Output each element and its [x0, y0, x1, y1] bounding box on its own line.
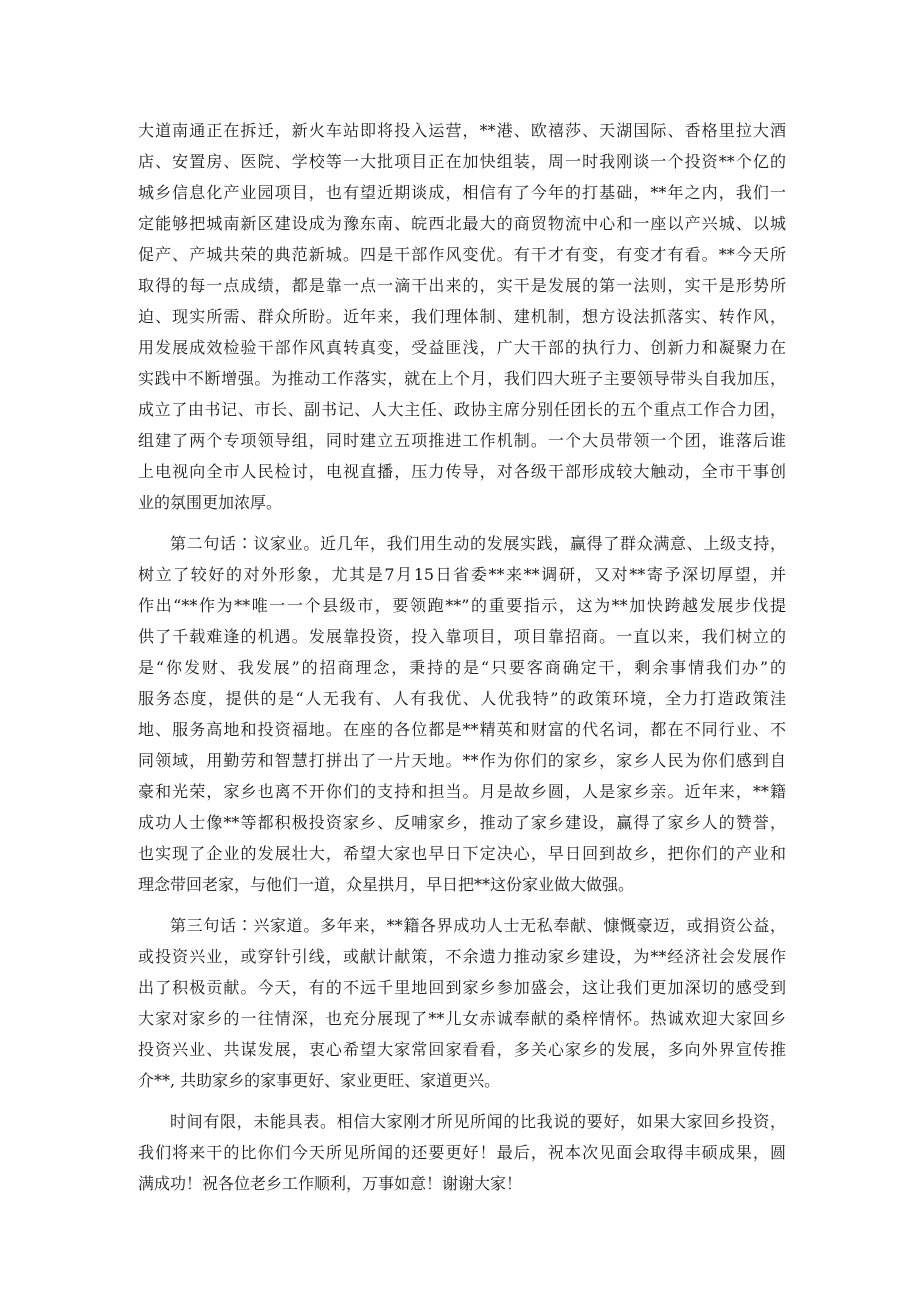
text-line: 实践中不断增强。为推动工作落实，就在上个月，我们四大班子主要领导带头自我加压， — [138, 369, 786, 388]
text-line: 豪和光荣，家乡也离不开你们的支持和担当。月是故乡圆，人是家乡亲。近年来，**籍 — [138, 782, 786, 801]
text-line: 是“你发财、我发展”的招商理念，秉持的是“只要客商确定干，剩余事情我们办”的 — [138, 658, 786, 677]
text-line: 或投资兴业，或穿针引线，或献计献策，不余遗力推动家乡建设，为**经济社会发展作 — [138, 947, 786, 966]
text-line: 出了积极贡献。今天，有的不远千里地回到家乡参加盛会，这让我们更加深切的感受到 — [138, 978, 786, 997]
paragraph-4 — [138, 1106, 786, 1199]
text-line: 大家对家乡的一往情深，也充分展现了**儿女赤诚奉献的桑梓情怀。热诚欢迎大家回乡 — [138, 1009, 786, 1028]
text-line: 定能够把城南新区建设成为豫东南、皖西北最大的商贸物流中心和一座以产兴城、以城 — [138, 214, 786, 233]
text-line: 第二句话∶议家业。近几年，我们用生动的发展实践，赢得了群众满意、上级支持， — [170, 534, 786, 553]
text-line: 树立了较好的对外形象，尤其是7月15日省委**来**调研，又对**寄予深切厚望，并 — [138, 565, 786, 584]
text-line: 组建了两个专项领导组，同时建立五项推进工作机制。一个大员带领一个团，谁落后谁 — [138, 431, 786, 450]
text-line: 成立了由书记、市长、副书记、人大主任、政协主席分别任团长的五个重点工作合力团， — [138, 400, 786, 419]
text-line: 投资兴业、共谋发展，衷心希望大家常回家看看，多关心家乡的发展，多向外界宣传推 — [138, 1040, 786, 1059]
paragraph-3 — [138, 910, 786, 1096]
text-line: 时间有限，未能具表。相信大家刚才所见所闻的比我说的要好，如果大家回乡投资， — [170, 1112, 786, 1131]
text-line: 也实现了企业的发展壮大，希望大家也早日下定决心，早日回到故乡，把你们的产业和 — [138, 844, 786, 863]
text-line: 介**, 共助家乡的家事更好、家业更旺、家道更兴。 — [138, 1071, 501, 1090]
paragraph-1 — [138, 115, 786, 518]
paragraph-2 — [138, 528, 786, 900]
text-line: 城乡信息化产业园项目，也有望近期谈成，相信有了今年的打基础，**年之内，我们一 — [138, 183, 786, 202]
text-line: 迫、现实所需、群众所盼。近年来，我们理体制、建机制，想方设法抓落实、转作风， — [138, 307, 786, 326]
text-line: 同领域，用勤劳和智慧打拼出了一片天地。**作为你们的家乡，家乡人民为你们感到自 — [138, 751, 786, 770]
text-line: 取得的每一点成绩，都是靠一点一滴干出来的，实干是发展的第一法则，实干是形势所 — [138, 276, 786, 295]
text-line: 满成功！祝各位老乡工作顺利，万事如意！谢谢大家！ — [138, 1174, 523, 1193]
text-line: 促产、产城共荣的典范新城。四是干部作风变优。有干才有变，有变才有看。**今天所 — [138, 245, 786, 264]
text-line: 业的氛围更加浓厚。 — [138, 493, 283, 512]
text-line: 店、安置房、医院、学校等一大批项目正在加快组装，周一时我刚谈一个投资**个亿的 — [138, 152, 786, 171]
text-line: 我们将来干的比你们今天所见所闻的还要更好！最后，祝本次见面会取得丰硕成果，圆 — [138, 1143, 786, 1162]
text-line: 服务态度，提供的是“人无我有、人有我优、人优我特”的政策环境，全力打造政策洼 — [138, 689, 786, 708]
text-line: 供了千载难逢的机遇。发展靠投资，投入靠项目，项目靠招商。一直以来，我们树立的 — [138, 627, 786, 646]
document-body — [138, 115, 786, 1199]
text-line: 大道南通正在拆迁，新火车站即将投入运营，**港、欧禧莎、天湖国际、香格里拉大酒 — [138, 121, 786, 140]
text-line: 作出“**作为**唯一一个县级市，要领跑**”的重要指示，这为**加快跨越发展步伐提 — [138, 596, 786, 615]
text-line: 第三句话∶兴家道。多年来，**籍各界成功人士无私奉献、慷慨豪迈，或捐资公益， — [170, 916, 786, 935]
text-line: 上电视向全市人民检讨，电视直播，压力传导，对各级干部形成较大触动，全市干事创 — [138, 462, 786, 481]
text-line: 地、服务高地和投资福地。在座的各位都是**精英和财富的代名词，都在不同行业、不 — [138, 720, 786, 739]
text-line: 理念带回老家，与他们一道，众星拱月，早日把**这份家业做大做强。 — [138, 875, 635, 894]
text-line: 用发展成效检验干部作风真转真变，受益匪浅，广大干部的执行力、创新力和凝聚力在 — [138, 338, 786, 357]
text-line: 成功人士像**等都积极投资家乡、反哺家乡，推动了家乡建设，赢得了家乡人的赞誉， — [138, 813, 786, 832]
